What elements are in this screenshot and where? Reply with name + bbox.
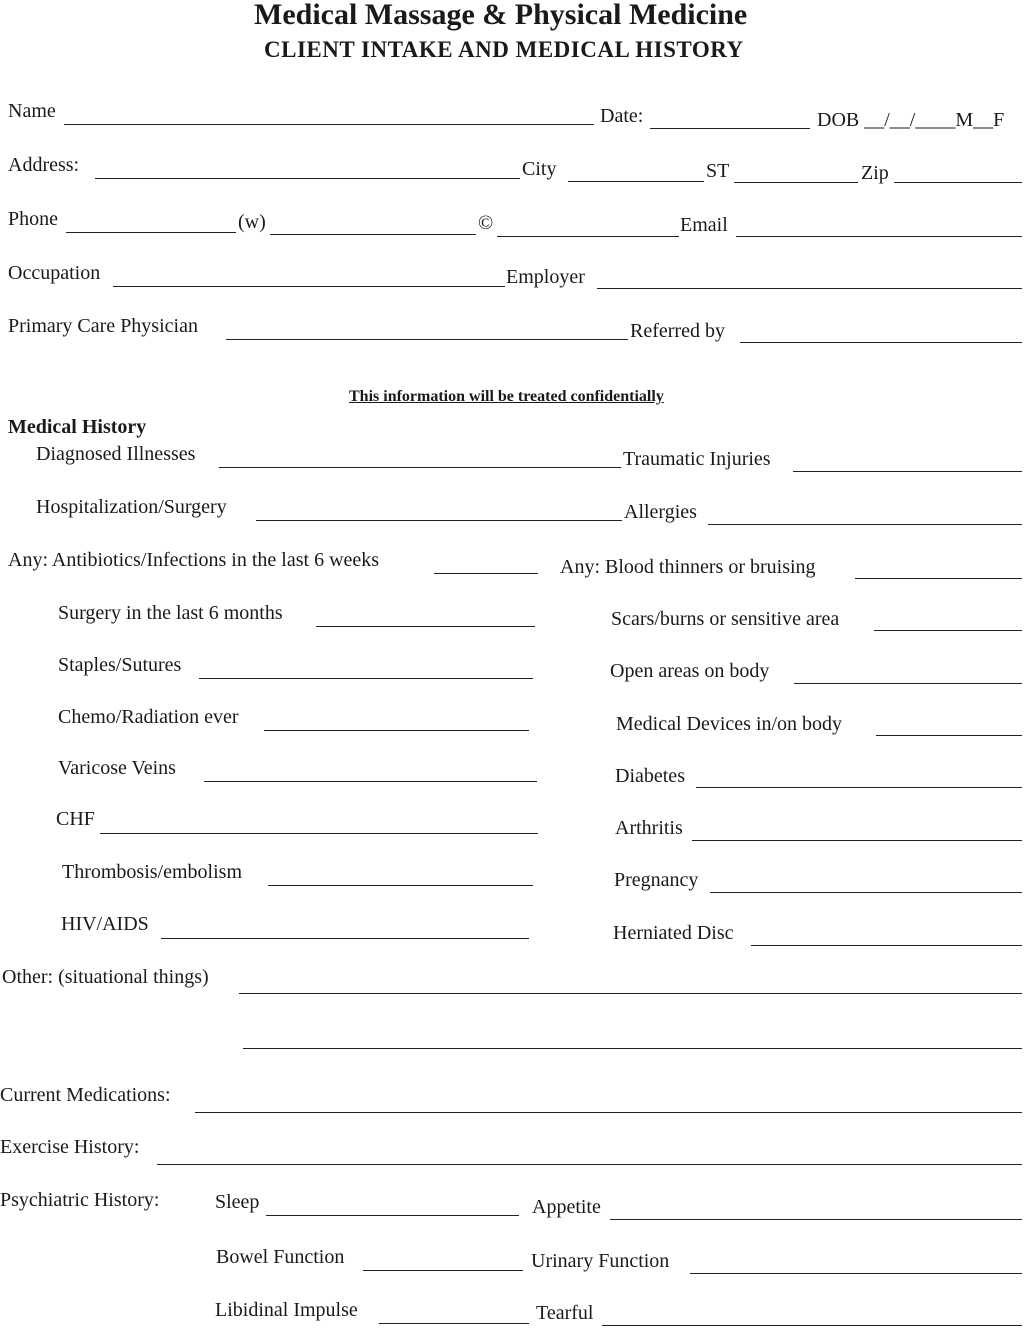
exercise-history-field[interactable] [157,1164,1022,1165]
date-label: Date: [600,105,644,127]
diagnosed-illnesses-label: Diagnosed Illnesses [36,443,196,465]
zip-label: Zip [861,162,889,184]
address-field[interactable] [95,178,520,179]
hospitalization-label: Hospitalization/Surgery [36,496,227,518]
sleep-field[interactable] [266,1215,519,1216]
form-title: Medical Massage & Physical Medicine [254,0,748,31]
chf-field[interactable] [100,833,538,834]
phone-home-field[interactable] [66,232,236,233]
sleep-label: Sleep [215,1191,260,1213]
appetite-field[interactable] [610,1219,1022,1220]
work-phone-field[interactable] [270,234,476,235]
tearful-label: Tearful [536,1302,594,1324]
pregnancy-label: Pregnancy [614,869,699,891]
herniated-disc-field[interactable] [751,945,1022,946]
diabetes-label: Diabetes [615,765,685,787]
referred-by-label: Referred by [630,320,725,342]
hiv-aids-label: HIV/AIDS [61,913,149,935]
recent-surgery-field[interactable] [316,626,535,627]
confidential-notice: This information will be treated confidentially [349,388,664,405]
staples-sutures-label: Staples/Sutures [58,654,182,676]
scars-burns-label: Scars/burns or sensitive area [611,608,840,630]
medical-devices-field[interactable] [876,735,1022,736]
exercise-history-label: Exercise History: [0,1136,140,1158]
tearful-field[interactable] [602,1325,1022,1326]
chf-label: CHF [56,808,95,830]
current-medications-field[interactable] [195,1112,1022,1113]
current-medications-label: Current Medications: [0,1084,171,1106]
blood-thinners-label: Any: Blood thinners or bruising [560,556,816,578]
address-label: Address: [8,154,80,176]
medical-history-heading: Medical History [8,416,147,438]
hospitalization-field[interactable] [256,520,622,521]
cell-phone-field[interactable] [497,236,679,237]
bowel-function-field[interactable] [363,1270,523,1271]
referred-by-field[interactable] [740,342,1022,343]
traumatic-injuries-label: Traumatic Injuries [623,448,771,470]
appetite-label: Appetite [532,1196,601,1218]
diagnosed-illnesses-field[interactable] [219,467,621,468]
email-label: Email [680,214,728,236]
city-label: City [522,158,557,180]
medical-devices-label: Medical Devices in/on body [616,713,843,735]
thrombosis-label: Thrombosis/embolism [62,861,242,883]
work-phone-label: (w) [238,211,266,233]
arthritis-label: Arthritis [615,817,683,839]
chemo-radiation-field[interactable] [264,730,529,731]
herniated-disc-label: Herniated Disc [613,922,734,944]
email-field[interactable] [736,236,1022,237]
employer-field[interactable] [597,288,1022,289]
hiv-aids-field[interactable] [161,938,529,939]
name-label: Name [8,100,56,122]
physician-field[interactable] [226,339,628,340]
libidinal-impulse-field[interactable] [379,1323,529,1324]
state-field[interactable] [734,182,858,183]
urinary-function-label: Urinary Function [531,1250,670,1272]
traumatic-injuries-field[interactable] [793,471,1022,472]
antibiotics-label: Any: Antibiotics/Infections in the last 6 weeks [8,549,380,571]
date-field[interactable] [650,128,810,129]
other-situational-field-2[interactable] [243,1048,1022,1049]
chemo-radiation-label: Chemo/Radiation ever [58,706,239,728]
scars-burns-field[interactable] [874,630,1022,631]
occupation-label: Occupation [8,262,101,284]
varicose-veins-field[interactable] [204,781,537,782]
urinary-function-field[interactable] [690,1273,1022,1274]
libidinal-impulse-label: Libidinal Impulse [215,1299,358,1321]
cell-phone-label: © [478,212,494,234]
staples-sutures-field[interactable] [199,678,533,679]
recent-surgery-label: Surgery in the last 6 months [58,602,283,624]
occupation-field[interactable] [113,286,505,287]
antibiotics-field[interactable] [434,573,538,574]
varicose-veins-label: Varicose Veins [58,757,176,779]
bowel-function-label: Bowel Function [216,1246,345,1268]
allergies-field[interactable] [708,524,1022,525]
psychiatric-history-label: Psychiatric History: [0,1189,160,1211]
city-field[interactable] [568,181,704,182]
open-areas-label: Open areas on body [610,660,770,682]
diabetes-field[interactable] [696,787,1022,788]
blood-thinners-field[interactable] [855,578,1022,579]
dob-label[interactable]: DOB __/__/____M__F [817,109,1005,131]
name-field[interactable] [64,124,594,125]
other-situational-label: Other: (situational things) [2,966,209,988]
arthritis-field[interactable] [692,840,1022,841]
other-situational-field[interactable] [239,993,1022,994]
employer-label: Employer [506,266,585,288]
open-areas-field[interactable] [794,683,1022,684]
phone-label: Phone [8,208,58,230]
physician-label: Primary Care Physician [8,315,198,337]
allergies-label: Allergies [624,501,697,523]
state-label: ST [706,160,730,182]
form-subtitle: CLIENT INTAKE AND MEDICAL HISTORY [264,37,744,62]
pregnancy-field[interactable] [710,892,1022,893]
zip-field[interactable] [894,182,1022,183]
thrombosis-field[interactable] [268,885,533,886]
